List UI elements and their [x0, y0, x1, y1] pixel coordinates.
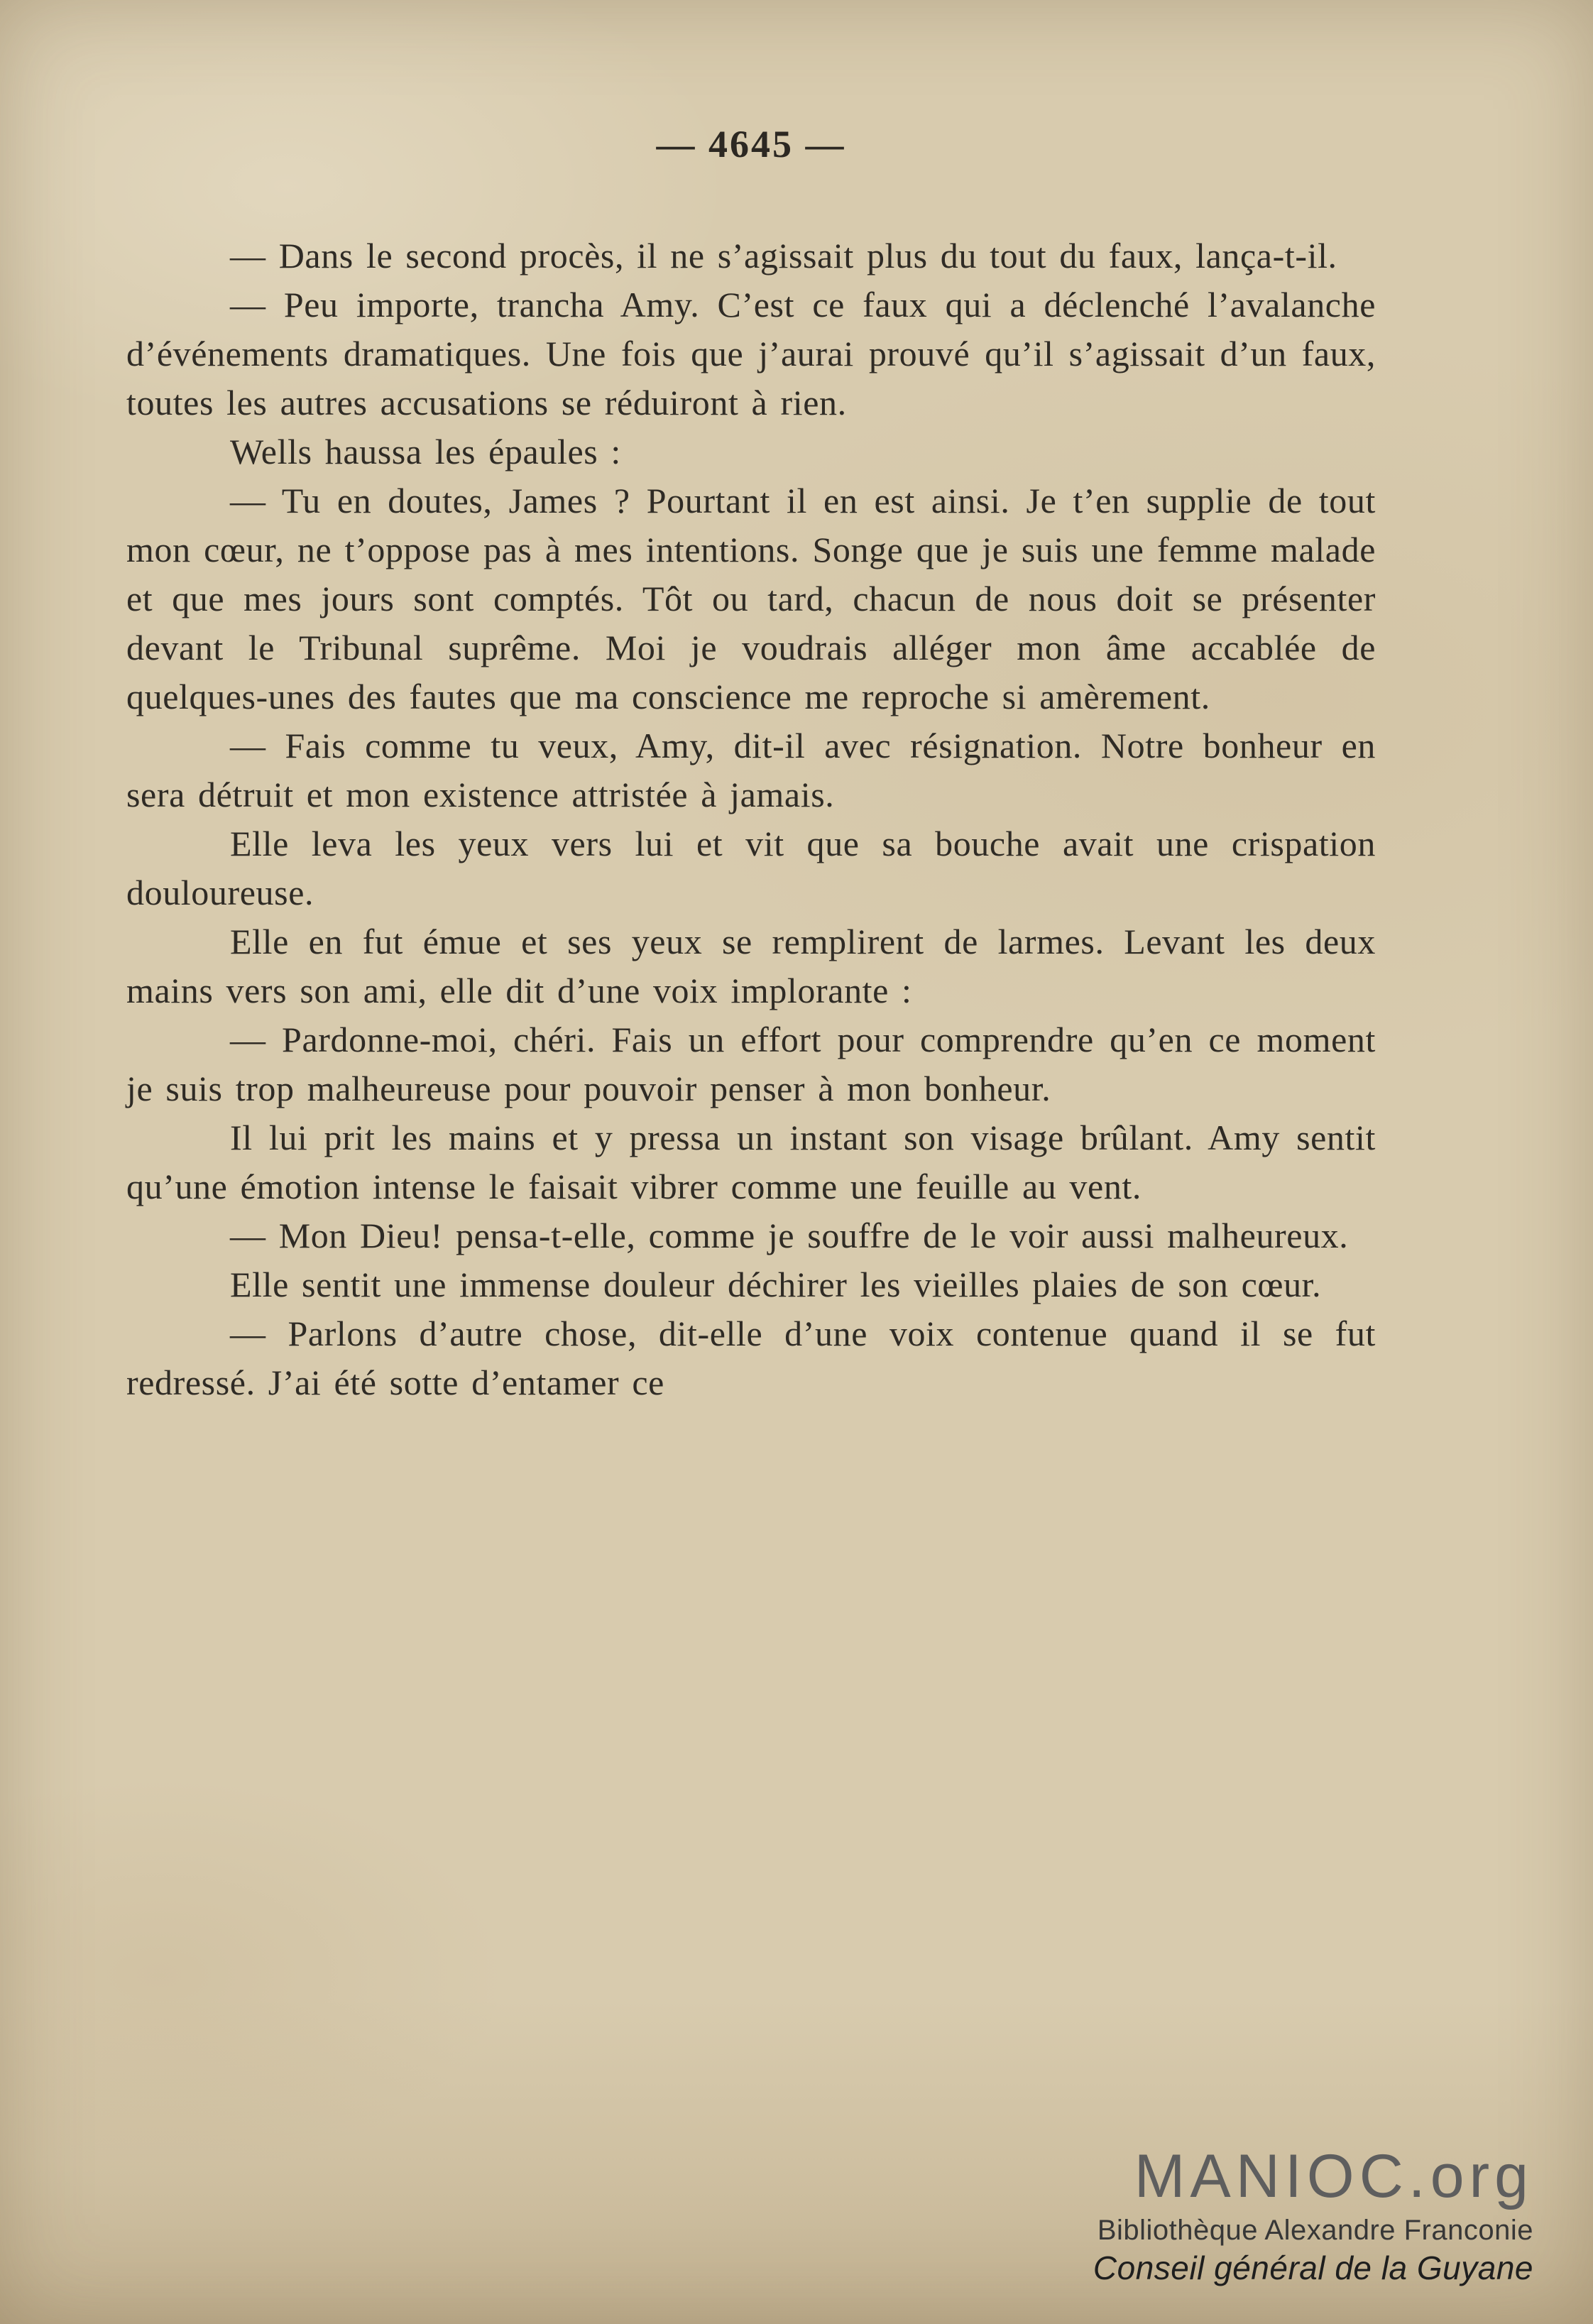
paragraph: Elle sentit une immense douleur déchirer les vieilles plaies de son cœur. [230, 1265, 1322, 1304]
body-text [126, 231, 1376, 1407]
paragraph: — Pardonne-moi, chéri. Fais un effort pour comprendre qu’en ce moment je suis trop malheureuse pour pouvoir penser à mon bonheur. [126, 1020, 1376, 1108]
footer-council-name: Conseil général de la Guyane [1093, 2249, 1533, 2286]
manioc-logo: MANIOC.org [1134, 2142, 1533, 2210]
manioc-footer [1093, 2144, 1533, 2287]
paragraph: Elle en fut émue et ses yeux se remplirent de larmes. Levant les deux mains vers son ami, elle dit d’une voix implorante : [126, 922, 1376, 1010]
paragraph: — Tu en doutes, James ? Pourtant il en est ainsi. Je t’en supplie de tout mon cœur, ne t’oppose pas à mes intentions. Songe que je suis une femme malade et que mes jours sont comptés. Tôt ou tard, chacun de nous doit se présenter devant le Tribunal suprême. Moi je voudrais alléger mon âme accablée de quelques-unes des fautes que ma conscience me reproche si amèrement. [126, 481, 1376, 716]
paragraph: — Parlons d’autre chose, dit-elle d’une voix contenue quand il se fut redressé. J’ai été sotte d’entamer ce [126, 1314, 1376, 1402]
paragraph: Il lui prit les mains et y pressa un instant son visage brûlant. Amy sentit qu’une émotion intense le faisait vibrer comme une feuille au vent. [126, 1118, 1376, 1206]
paragraph: Elle leva les yeux vers lui et vit que sa bouche avait une crispation douloureuse. [126, 824, 1376, 912]
paragraph: — Peu importe, trancha Amy. C’est ce faux qui a déclenché l’avalanche d’événements dramatiques. Une fois que j’aurai prouvé qu’il s’agissait d’un faux, toutes les autres accusations se réduiront à rien. [126, 285, 1376, 422]
paragraph: — Dans le second procès, il ne s’agissait plus du tout du faux, lança-t-il. [230, 236, 1337, 276]
paragraph: — Fais comme tu veux, Amy, dit-il avec résignation. Notre bonheur en sera détruit et mon existence attristée à jamais. [126, 726, 1376, 814]
footer-library-name: Bibliothèque Alexandre Franconie [1097, 2215, 1533, 2246]
page-number: — 4645 — [656, 123, 846, 165]
paragraph: Wells haussa les épaules : [230, 432, 621, 471]
paragraph: — Mon Dieu! pensa-t-elle, comme je souffre de le voir aussi malheureux. [230, 1216, 1349, 1255]
